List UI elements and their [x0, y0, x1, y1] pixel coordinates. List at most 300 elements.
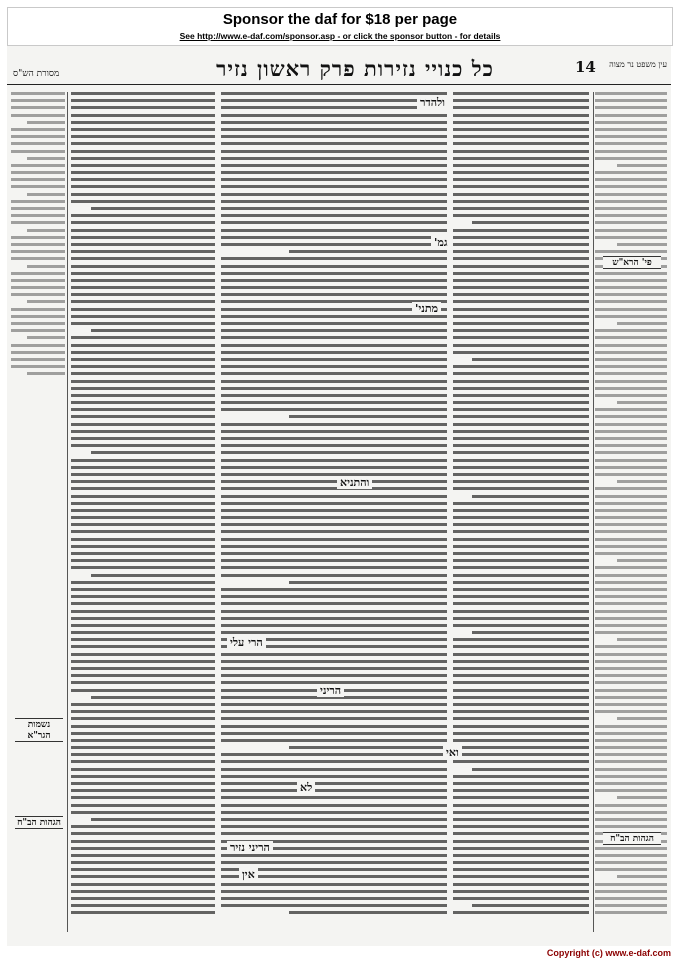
text-line	[453, 387, 589, 390]
text-line	[595, 473, 667, 476]
text-line	[71, 437, 215, 440]
text-line	[595, 380, 667, 383]
text-line	[595, 229, 667, 232]
text-line	[453, 653, 589, 656]
text-line	[71, 545, 215, 548]
text-line	[453, 265, 589, 268]
text-line	[71, 164, 215, 167]
text-line	[71, 257, 215, 260]
column-divider	[593, 92, 594, 932]
text-line	[453, 717, 589, 720]
text-line	[221, 818, 447, 821]
text-line	[595, 847, 667, 850]
text-line	[595, 645, 667, 648]
text-line	[11, 106, 65, 109]
text-line	[221, 588, 447, 591]
text-line	[595, 495, 667, 498]
hagahot-heading: הגהות הב"ח	[15, 816, 63, 829]
text-line	[71, 602, 215, 605]
text-line	[27, 372, 65, 375]
text-line	[595, 696, 667, 699]
text-line	[71, 150, 215, 153]
text-line	[27, 336, 65, 339]
text-line	[71, 171, 215, 174]
text-line	[453, 796, 589, 799]
text-line	[453, 811, 589, 814]
text-line	[453, 344, 589, 347]
text-line	[453, 308, 589, 311]
text-line	[453, 545, 589, 548]
text-line	[453, 739, 589, 742]
text-line	[453, 502, 589, 505]
text-line	[71, 185, 215, 188]
sponsor-title[interactable]: Sponsor the daf for $18 per page	[222, 11, 458, 28]
text-line	[71, 221, 215, 224]
text-line	[71, 681, 215, 684]
text-line	[11, 114, 65, 117]
text-line	[595, 868, 667, 871]
text-line	[472, 768, 589, 771]
text-line	[71, 530, 215, 533]
text-line	[595, 92, 667, 95]
text-line	[595, 315, 667, 318]
text-line	[453, 329, 589, 332]
text-line	[221, 760, 447, 763]
text-line	[595, 753, 667, 756]
girsa-heading: נשמות הגר"א	[15, 718, 63, 742]
text-line	[595, 372, 667, 375]
text-line	[453, 840, 589, 843]
text-line	[221, 624, 447, 627]
text-line	[11, 293, 65, 296]
text-line	[71, 308, 215, 311]
text-line	[595, 336, 667, 339]
text-line	[71, 725, 215, 728]
text-line	[221, 796, 447, 799]
text-line	[71, 746, 215, 749]
text-line	[453, 610, 589, 613]
text-line	[71, 667, 215, 670]
text-line	[453, 99, 589, 102]
text-line	[11, 135, 65, 138]
sponsor-link[interactable]: See http://www.e-daf.com/sponsor.asp - or click the sponsor button - for details	[179, 31, 501, 41]
text-line	[472, 495, 589, 498]
text-line	[11, 150, 65, 153]
text-line	[453, 588, 589, 591]
text-line	[221, 351, 447, 354]
text-line	[71, 559, 215, 562]
text-line	[11, 200, 65, 203]
text-line	[595, 689, 667, 692]
text-line	[71, 480, 215, 483]
text-line	[453, 293, 589, 296]
text-line	[453, 164, 589, 167]
text-line	[71, 135, 215, 138]
text-line	[595, 207, 667, 210]
text-line	[595, 775, 667, 778]
text-line	[453, 538, 589, 541]
text-line	[453, 300, 589, 303]
text-line	[27, 193, 65, 196]
text-line	[595, 703, 667, 706]
text-line	[11, 243, 65, 246]
text-line	[27, 121, 65, 124]
text-line	[595, 667, 667, 670]
text-line	[71, 142, 215, 145]
text-line	[617, 480, 667, 483]
text-line	[453, 150, 589, 153]
text-line	[617, 401, 667, 404]
text-line	[595, 674, 667, 677]
text-line	[11, 92, 65, 95]
text-line	[71, 430, 215, 433]
text-line	[453, 847, 589, 850]
text-line	[453, 890, 589, 893]
text-line	[453, 660, 589, 663]
text-line	[71, 868, 215, 871]
text-line	[453, 430, 589, 433]
text-line	[71, 782, 215, 785]
text-line	[71, 401, 215, 404]
text-line	[595, 300, 667, 303]
text-line	[71, 789, 215, 792]
text-line	[453, 645, 589, 648]
text-line	[617, 717, 667, 720]
text-line	[221, 142, 447, 145]
text-line	[595, 279, 667, 282]
text-line	[289, 746, 447, 749]
text-line	[221, 437, 447, 440]
text-line	[453, 257, 589, 260]
text-line	[595, 106, 667, 109]
rosh-column	[595, 92, 667, 932]
rashi-column	[453, 92, 589, 932]
text-line	[71, 279, 215, 282]
text-line	[595, 99, 667, 102]
text-line	[71, 581, 215, 584]
text-line	[91, 574, 215, 577]
margin-references-column	[11, 92, 65, 932]
text-line	[71, 243, 215, 246]
text-line	[221, 538, 447, 541]
text-line	[595, 408, 667, 411]
text-line	[453, 365, 589, 368]
text-line	[71, 358, 215, 361]
text-line	[595, 444, 667, 447]
text-line	[453, 243, 589, 246]
text-line	[595, 344, 667, 347]
text-line	[71, 459, 215, 462]
text-line	[71, 487, 215, 490]
text-line	[595, 789, 667, 792]
text-line	[221, 559, 447, 562]
text-line	[453, 689, 589, 692]
text-line	[221, 660, 447, 663]
text-line	[71, 897, 215, 900]
text-line	[595, 135, 667, 138]
text-line	[595, 293, 667, 296]
text-line	[595, 523, 667, 526]
text-line	[595, 732, 667, 735]
text-line	[595, 185, 667, 188]
text-line	[595, 121, 667, 124]
text-line	[221, 358, 447, 361]
text-line	[71, 214, 215, 217]
text-line	[71, 272, 215, 275]
text-line	[595, 157, 667, 160]
text-line	[472, 904, 589, 907]
text-line	[91, 329, 215, 332]
text-line	[71, 250, 215, 253]
text-line	[453, 336, 589, 339]
text-line	[71, 875, 215, 878]
text-line	[453, 351, 589, 354]
talmud-page	[7, 46, 671, 946]
text-line	[453, 473, 589, 476]
text-line	[595, 394, 667, 397]
gemara-marker: גמ'	[431, 236, 451, 249]
text-line	[453, 214, 589, 217]
text-line	[221, 768, 447, 771]
text-line	[11, 171, 65, 174]
text-line	[595, 574, 667, 577]
text-line	[11, 322, 65, 325]
harei-alai-bold: הרי עלי	[227, 636, 266, 649]
text-line	[71, 538, 215, 541]
text-line	[221, 566, 447, 569]
text-line	[595, 466, 667, 469]
text-line	[27, 265, 65, 268]
text-line	[453, 753, 589, 756]
text-line	[595, 415, 667, 418]
text-line	[11, 329, 65, 332]
text-line	[71, 502, 215, 505]
text-line	[617, 796, 667, 799]
text-line	[453, 157, 589, 160]
text-line	[595, 142, 667, 145]
text-line	[453, 229, 589, 232]
text-line	[221, 595, 447, 598]
text-line	[453, 185, 589, 188]
text-line	[595, 430, 667, 433]
text-line	[221, 408, 447, 411]
text-line	[91, 818, 215, 821]
text-line	[453, 437, 589, 440]
text-line	[595, 487, 667, 490]
text-line	[71, 768, 215, 771]
text-line	[221, 92, 447, 95]
text-line	[453, 106, 589, 109]
text-line	[71, 286, 215, 289]
text-line	[453, 725, 589, 728]
text-line	[453, 825, 589, 828]
text-line	[453, 92, 589, 95]
text-line	[453, 667, 589, 670]
text-line	[595, 365, 667, 368]
text-line	[595, 804, 667, 807]
text-line	[221, 516, 447, 519]
text-line	[71, 689, 215, 692]
hareini-nazir-bold: הריני נזיר	[227, 841, 273, 854]
text-line	[595, 329, 667, 332]
text-line	[453, 624, 589, 627]
text-line	[453, 207, 589, 210]
text-line	[221, 523, 447, 526]
text-line	[71, 710, 215, 713]
text-line	[453, 459, 589, 462]
sponsor-subtitle[interactable]	[8, 31, 672, 41]
text-line	[71, 495, 215, 498]
text-line	[11, 178, 65, 181]
text-line	[453, 530, 589, 533]
text-line	[595, 746, 667, 749]
text-line	[453, 178, 589, 181]
text-line	[595, 128, 667, 131]
text-line	[595, 725, 667, 728]
text-line	[453, 128, 589, 131]
text-line	[595, 883, 667, 886]
text-line	[71, 92, 215, 95]
text-line	[221, 459, 447, 462]
text-line	[617, 322, 667, 325]
text-line	[71, 732, 215, 735]
text-line	[453, 732, 589, 735]
text-line	[221, 121, 447, 124]
text-line	[221, 832, 447, 835]
text-line	[71, 114, 215, 117]
text-line	[71, 387, 215, 390]
text-line	[71, 617, 215, 620]
text-line	[71, 322, 215, 325]
text-line	[71, 717, 215, 720]
text-line	[71, 753, 215, 756]
text-line	[453, 372, 589, 375]
text-line	[289, 581, 447, 584]
text-line	[595, 681, 667, 684]
text-line	[71, 516, 215, 519]
text-line	[71, 911, 215, 914]
text-line	[71, 804, 215, 807]
text-line	[617, 164, 667, 167]
text-line	[453, 746, 589, 749]
text-line	[71, 193, 215, 196]
text-line	[71, 265, 215, 268]
text-line	[595, 825, 667, 828]
text-line	[595, 624, 667, 627]
text-line	[71, 315, 215, 318]
text-line	[453, 638, 589, 641]
text-line	[221, 710, 447, 713]
text-line	[617, 243, 667, 246]
text-line	[595, 221, 667, 224]
text-line	[71, 883, 215, 886]
text-line	[289, 415, 447, 418]
text-line	[221, 423, 447, 426]
text-line	[453, 696, 589, 699]
text-line	[453, 552, 589, 555]
column-divider	[67, 92, 68, 932]
text-line	[453, 868, 589, 871]
text-line	[595, 811, 667, 814]
text-line	[221, 387, 447, 390]
page-title: כל כנויי נזירות פרק ראשון נזיר	[216, 56, 494, 81]
text-line	[11, 128, 65, 131]
text-line	[11, 221, 65, 224]
mishna-text-block	[245, 158, 441, 338]
text-line	[595, 552, 667, 555]
text-line	[595, 423, 667, 426]
text-line	[453, 782, 589, 785]
hareini-bold: הריני	[317, 684, 344, 697]
text-line	[595, 171, 667, 174]
text-line	[221, 725, 447, 728]
text-line	[71, 904, 215, 907]
text-line	[595, 286, 667, 289]
text-line	[453, 451, 589, 454]
text-line	[221, 372, 447, 375]
text-line	[453, 566, 589, 569]
text-line	[221, 717, 447, 720]
text-line	[472, 631, 589, 634]
text-line	[221, 574, 447, 577]
text-line	[71, 372, 215, 375]
text-line	[11, 358, 65, 361]
text-line	[595, 351, 667, 354]
text-line	[221, 804, 447, 807]
text-line	[595, 897, 667, 900]
text-line	[71, 825, 215, 828]
text-line	[221, 631, 447, 634]
text-line	[221, 530, 447, 533]
text-line	[221, 904, 447, 907]
text-line	[453, 193, 589, 196]
lo-bold: לא	[297, 781, 315, 794]
text-line	[71, 703, 215, 706]
text-line	[221, 674, 447, 677]
text-line	[221, 509, 447, 512]
text-line	[71, 344, 215, 347]
text-line	[221, 495, 447, 498]
text-line	[71, 336, 215, 339]
text-line	[617, 638, 667, 641]
text-line	[11, 250, 65, 253]
text-line	[595, 509, 667, 512]
text-line	[617, 875, 667, 878]
text-line	[71, 365, 215, 368]
text-line	[453, 883, 589, 886]
text-line	[595, 653, 667, 656]
text-line	[453, 574, 589, 577]
text-line	[71, 466, 215, 469]
text-line	[71, 832, 215, 835]
text-line	[71, 566, 215, 569]
masoret-label: מסורת הש"ס	[13, 69, 60, 79]
text-line	[453, 875, 589, 878]
text-line	[595, 631, 667, 634]
text-line	[221, 150, 447, 153]
text-line	[221, 854, 447, 857]
text-line	[595, 178, 667, 181]
text-line	[221, 861, 447, 864]
text-line	[11, 351, 65, 354]
sponsor-banner[interactable]	[7, 7, 673, 46]
text-line	[453, 516, 589, 519]
text-line	[71, 811, 215, 814]
text-line	[453, 394, 589, 397]
text-line	[453, 236, 589, 239]
text-line	[595, 588, 667, 591]
text-line	[71, 796, 215, 799]
